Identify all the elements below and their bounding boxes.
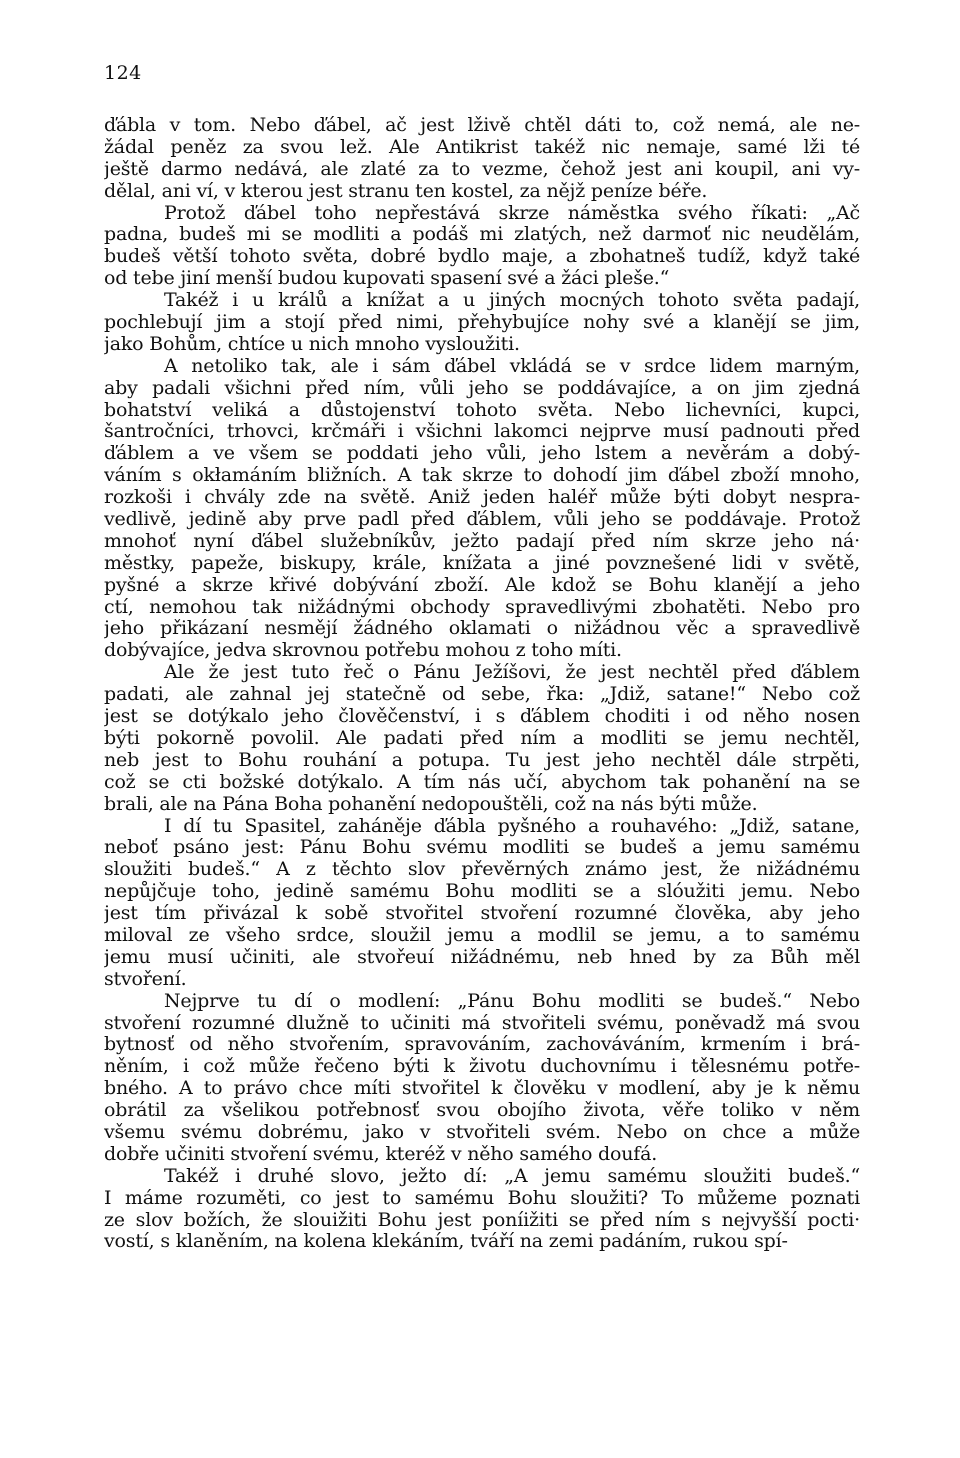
text-line: mnohoť nyní ďábel služebníkův, ježto padají před ním skrze jeho ná· [104, 530, 860, 552]
text-line: sloužiti budeš.“ A z těchto slov převěrných známo jest, že nižádnému [104, 859, 860, 881]
text-line: ďáblem a ve všem se poddati jeho vůli, jeho lstem a nevěrám a dobý- [104, 443, 860, 465]
page-number: 124 [104, 62, 142, 84]
text-line: váním s okłamáním bližních. A tak skrze to dohodí jim ďábel zboží mnoho, [104, 465, 860, 487]
paragraph [104, 290, 860, 356]
text-line: dobře učiniti stvoření svému, kteréž v něho samého doufá. [104, 1143, 658, 1165]
paragraph [104, 662, 860, 815]
text-line: pochlebují jim a stojí před nimi, přehybujíce nohy své a klanějí se jim, [104, 312, 860, 334]
text-line: I dí tu Spasitel, zaháněje ďábla pyšného a rouhavého: „Jdiž, satane, [164, 815, 860, 837]
text-line: obrátil za všelikou potřebnosť svou obojího života, věře toliko v něm [104, 1100, 860, 1122]
text-line: něním, i což může řečeno býti k životu duchovnímu i tělesnému potře- [104, 1056, 860, 1078]
text-line: neb jest to Bohu rouhání a potupa. Tu jest jeho nechtěl dále strpěti, [104, 749, 860, 771]
text-line: od tebe jiní menší budou kupovati spasení své a žáci pleše.“ [104, 268, 670, 290]
text-line: jest se dotýkalo jeho člověčenství, i s ďáblem choditi i od něho nosen [104, 706, 860, 728]
text-line: býti pokorně povolil. Ale padati před ním a modliti se jemu nechtěl, [104, 727, 860, 749]
text-line: stvoření. [104, 968, 187, 990]
text-line: ctí, nemohou tak nižádnými obchody spravedlivými zbohatěti. Nebo pro [104, 596, 860, 618]
text-line: dělal, ani ví, v kterou jest stranu ten kostel, za nějž peníze béře. [104, 180, 708, 202]
text-line: stvoření rozumné dlužně to učiniti má stvořiteli svému, poněvadž má svou [104, 1012, 860, 1034]
text-line: neboť psáno jest: Pánu Bohu svému modliti se budeš a jemu samému [104, 837, 860, 859]
text-line: miloval ze všeho srdce, sloužil jemu a modlil se jemu, a to samému [104, 924, 860, 946]
text-line: nepůjčuje toho, jedině samému Bohu modliti se a slóužiti jemu. Nebo [104, 881, 860, 903]
paragraph [104, 203, 860, 291]
text-line: bného. A to právo chce míti stvořitel k člověku v modlení, aby je k němu [104, 1078, 860, 1100]
text-line: ještě darmo nedává, ale zlaté za to vezme, čehož jest ani koupil, ani vy- [104, 158, 860, 180]
text-line: což se cti božské dotýkalo. A tím nás učí, abychom tak pohanění na se [104, 771, 860, 793]
text-line: šantročníci, trhovci, krčmáři i všichni lakomci nejprve musí padnouti před [104, 421, 860, 443]
text-line: vostí, s klaněním, na kolena klekáním, tváří na zemi padáním, rukou spí- [104, 1231, 788, 1253]
text-line: pyšné a skrze křivé dobývání zboží. Ale kdož se Bohu klanějí a jeho [104, 574, 860, 596]
text-line: všemu svému dobrému, jako v stvořiteli svém. Nebo on chce a může [104, 1121, 860, 1143]
text-line: padna, budeš mi se modliti a podáš mi zlatých, než darmoť nic neudělám, [104, 224, 860, 246]
text-line: rozkoši i chvály zde na světě. Aniž jeden haléř může býti dobyt nespra- [104, 487, 860, 509]
body-text [104, 115, 860, 1253]
text-line: bohatství veliká a důstojenství tohoto světa. Nebo lichevníci, kupci, [104, 399, 860, 421]
text-line: A netoliko tak, ale i sám ďábel vkládá se v srdce lidem marným, [164, 355, 860, 377]
text-line: žádal peněz za svou lež. Ale Antikrist takéž nic nemaje, samé lži té [104, 136, 860, 158]
paragraph [104, 816, 860, 991]
text-line: městky, papeže, biskupy, krále, knížata a jiné povznešené lidi v světě, [104, 552, 860, 574]
text-line: Nejprve tu dí o modlení: „Pánu Bohu modliti se budeš.“ Nebo [164, 990, 860, 1012]
text-line: I máme rozuměti, co jest to samému Bohu sloužiti? To můžeme poznati [104, 1187, 860, 1209]
text-line: jemu musí učiniti, ale stvořeuí nižádnému, neb hned by za Bůh měl [104, 946, 860, 968]
text-line: vedlivě, jedině aby prve padl před ďáblem, vůli jeho se poddávaje. Protož [104, 509, 860, 531]
text-line: bytnosť od něho stvořením, spravováním, zachováváním, krmením i brá- [104, 1034, 860, 1056]
paragraph [104, 991, 860, 1166]
text-line: ze slov božích, že slouižiti Bohu jest poníižiti se před ním s nejvyšší pocti· [104, 1209, 860, 1231]
paragraph [104, 356, 860, 662]
text-line: jeho přikázaní nesmějí žádného oklamati o nižádnou věc a spravedlivě [104, 618, 860, 640]
text-line: ďábla v tom. Nebo ďábel, ač jest lživě chtěl dáti to, což nemá, ale ne- [104, 115, 860, 136]
text-line: jako Bohům, chtíce u nich mnoho vysloužiti. [104, 333, 520, 355]
text-line: Protož ďábel toho nepřestává skrze náměstka svého říkati: „Ač [164, 202, 860, 224]
text-line: jest tím přivázal k sobě stvořitel stvoření rozumné člověka, aby jeho [104, 903, 860, 925]
text-line: padati, ale zahnal jej statečně od sebe, řka: „Jdiž, satane!“ Nebo což [104, 684, 860, 706]
text-line: Takéž i u králů a knížat a u jiných mocných tohoto světa padají, [164, 290, 860, 312]
text-line: dobývajíce, jedva skrovnou potřebu mohou z toho míti. [104, 640, 622, 662]
text-line: aby padali všichni před ním, vůli jeho se poddávajíce, a on jim zjedná [104, 377, 860, 399]
text-line: budeš větší tohoto světa, dobré bydlo maje, a zbohatneš tudíž, když také [104, 246, 860, 268]
text-line: Ale že jest tuto řeč o Pánu Ježíšovi, že jest nechtěl před ďáblem [164, 662, 860, 684]
text-line: Takéž i druhé slovo, ježto dí: „A jemu samému sloužiti budeš.“ [164, 1165, 860, 1187]
paragraph [104, 115, 860, 203]
paragraph [104, 1166, 860, 1254]
text-line: brali, ale na Pána Boha pohanění nedopouštěli, což na nás býti může. [104, 793, 758, 815]
